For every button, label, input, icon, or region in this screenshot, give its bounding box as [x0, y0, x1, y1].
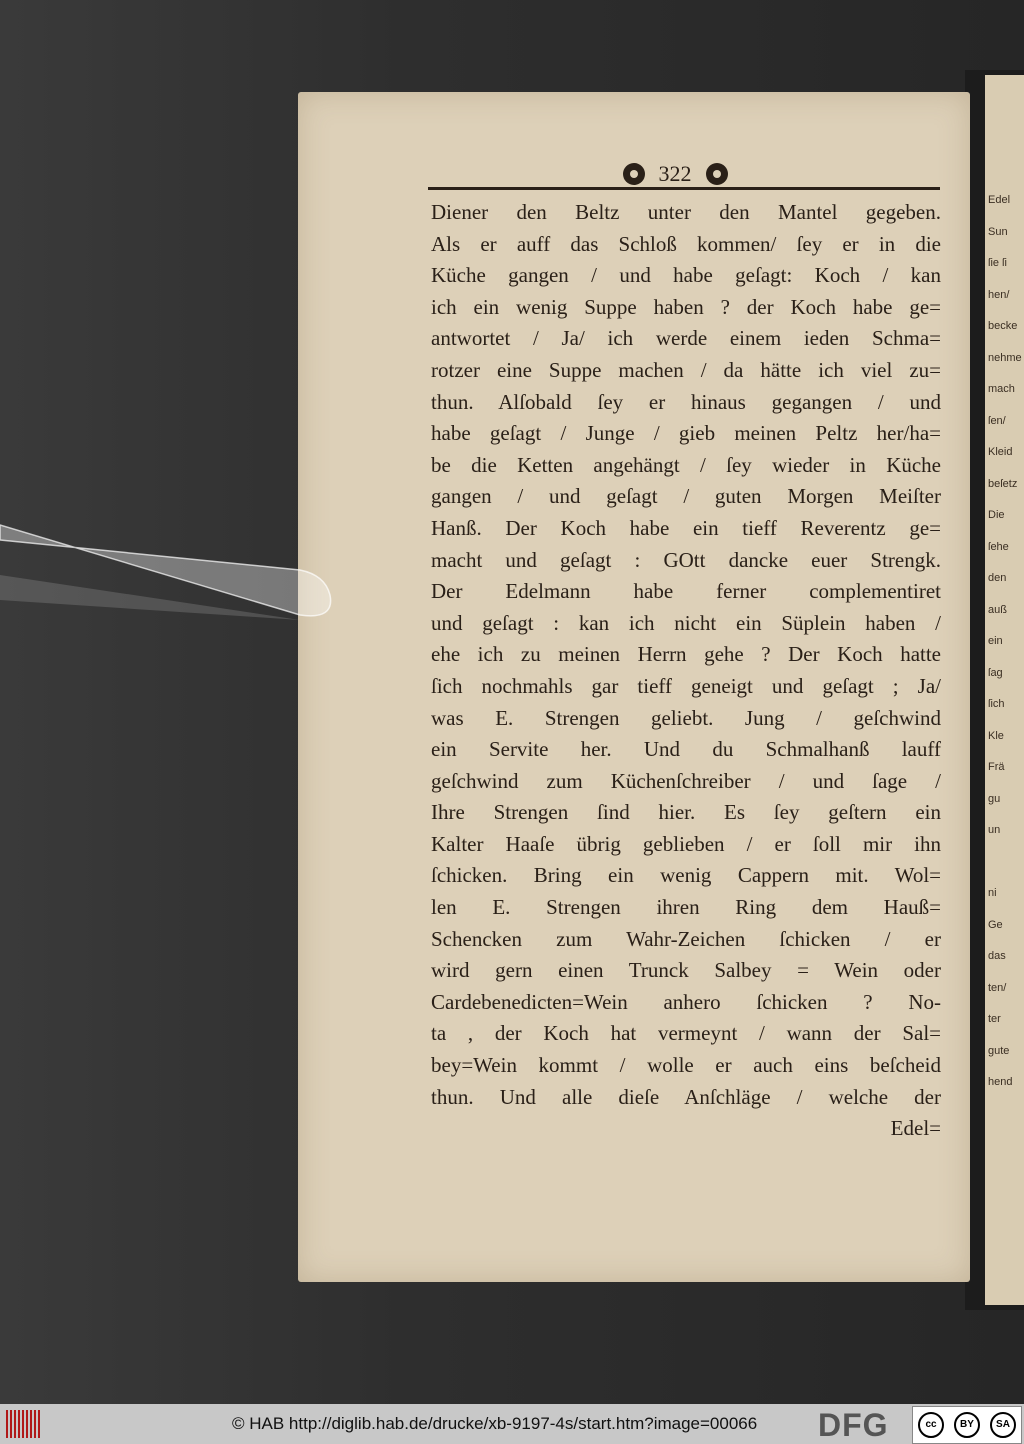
- facing-page-fragment: ten/: [988, 981, 1007, 994]
- facing-page-fragment: ein: [988, 635, 1003, 647]
- sa-icon: SA: [990, 1412, 1016, 1438]
- facing-page-fragment: gu: [988, 792, 1001, 805]
- text-line: was E. Strengen geliebt. Jung / geſchwind: [431, 705, 941, 730]
- page-text: [431, 197, 941, 1145]
- facing-page-fragment: ſie ſi: [988, 257, 1007, 269]
- ornament-icon: [623, 163, 645, 185]
- text-line: bey=Wein kommt / wolle er auch eins beſcheid: [431, 1053, 941, 1078]
- dfg-logo: DFG: [818, 1407, 889, 1443]
- text-line: thun. Alſobald ſey er hinaus gegangen / und: [431, 389, 941, 414]
- facing-page-fragment: becke: [988, 320, 1018, 332]
- facing-page-fragment: mach: [988, 383, 1015, 395]
- facing-page-fragment: auß: [988, 603, 1007, 616]
- text-line: ſich nochmahls gar tieff geneigt und geſagt ; Ja/: [431, 673, 941, 698]
- facing-page-fragment: ter: [988, 1013, 1001, 1025]
- facing-page-fragment: hend: [988, 1076, 1013, 1088]
- text-line: Hanß. Der Koch habe ein tieff Reverentz ge=: [431, 515, 941, 540]
- text-line: habe geſagt / Junge / gieb meinen Peltz her/ha=: [431, 421, 941, 446]
- facing-page-fragment: ſehe: [988, 540, 1009, 553]
- by-icon: BY: [954, 1412, 980, 1438]
- text-line: ſchicken. Bring ein wenig Cappern mit. Wol=: [431, 863, 941, 888]
- glass-pointer: [0, 520, 340, 630]
- page-number: 322: [658, 161, 692, 186]
- text-line: ich ein wenig Suppe haben ? der Koch habe ge=: [431, 294, 941, 319]
- facing-page-fragment: Sun: [988, 225, 1008, 238]
- facing-page-fragment: Kle: [988, 729, 1004, 742]
- facing-page-fragment: ni: [988, 887, 997, 899]
- text-line: wird gern einen Trunck Salbey = Wein oder: [431, 958, 941, 983]
- text-line: rotzer eine Suppe machen / da hätte ich viel zu=: [431, 357, 941, 382]
- copyright-link[interactable]: © HAB http://diglib.hab.de/drucke/xb-9197-4s/start.htm?image=00066: [232, 1414, 758, 1433]
- text-line: Diener den Beltz unter den Mantel gegeben.: [431, 200, 941, 224]
- header-rule: [428, 187, 940, 190]
- ornament-icon: [706, 163, 728, 185]
- text-line: len E. Strengen ihren Ring dem Hauß=: [431, 895, 941, 920]
- facing-page-fragment: Kleid: [988, 446, 1013, 458]
- facing-page-fragment: Edel: [988, 194, 1011, 206]
- facing-page-fragment: nehme: [988, 351, 1022, 364]
- text-line: Der Edelmann habe ferner complementiret: [431, 579, 941, 604]
- facing-page-fragment: hen/: [988, 288, 1010, 301]
- text-line: ta , der Koch hat vermeynt / wann der Sal=: [431, 1021, 941, 1046]
- text-line: ehe ich zu meinen Herrn gehe ? Der Koch hatte: [431, 642, 941, 667]
- facing-page-fragment: Ge: [988, 918, 1003, 931]
- text-line: Ihre Strengen ſind hier. Es ſey geſtern ein: [431, 800, 941, 825]
- text-line: antwortet / Ja/ ich werde einem ieden Schma=: [431, 326, 941, 351]
- text-line: geſchwind zum Küchenſchreiber / und ſage /: [431, 768, 941, 793]
- facing-page-fragment: Frä: [988, 761, 1005, 773]
- facing-page-fragment: ſich: [988, 698, 1005, 710]
- facing-page-fragment: gute: [988, 1044, 1010, 1057]
- text-line: Küche gangen / und habe geſagt: Koch / kan: [431, 263, 941, 288]
- text-line: Als er auff das Schloß kommen/ ſey er in die: [431, 231, 941, 256]
- facing-page-fragment: ſen/: [988, 414, 1006, 427]
- text-line: ein Servite her. Und du Schmalhanß lauff: [431, 737, 941, 762]
- footer-bar: [0, 1404, 1024, 1444]
- facing-page-fragment: un: [988, 824, 1001, 836]
- facing-page-fragment: beſetz: [988, 477, 1018, 490]
- catchword: Edel=: [890, 1116, 941, 1141]
- text-line: Kalter Haaſe übrig geblieben / er ſoll mir ihn: [431, 831, 941, 856]
- facing-page-fragment: den: [988, 572, 1007, 584]
- text-line: Schencken zum Wahr-Zeichen ſchicken / er: [431, 926, 941, 951]
- text-line: macht und geſagt : GOtt dancke euer Strengk.: [431, 547, 941, 572]
- cc-icon: cc: [918, 1412, 944, 1438]
- facing-page-fragment: ſag: [988, 666, 1003, 679]
- text-line: be die Ketten angehängt / ſey wieder in Küche: [431, 452, 941, 477]
- text-line: thun. Und alle dieſe Anſchläge / welche der: [431, 1084, 941, 1109]
- facing-page-edge: [985, 75, 1024, 1305]
- hab-logo-icon: [6, 1410, 42, 1438]
- text-line: gangen / und geſagt / guten Morgen Meiſter: [431, 484, 941, 509]
- text-line: Cardebenedicten=Wein anhero ſchicken ? No-: [431, 989, 941, 1014]
- text-line: und geſagt : kan ich nicht ein Süplein haben /: [431, 610, 941, 635]
- facing-page-fragment: Die: [988, 509, 1005, 521]
- facing-page-fragment: [985, 847, 1024, 879]
- cc-license-badge[interactable]: [912, 1406, 1022, 1444]
- facing-page-fragment: das: [988, 950, 1006, 962]
